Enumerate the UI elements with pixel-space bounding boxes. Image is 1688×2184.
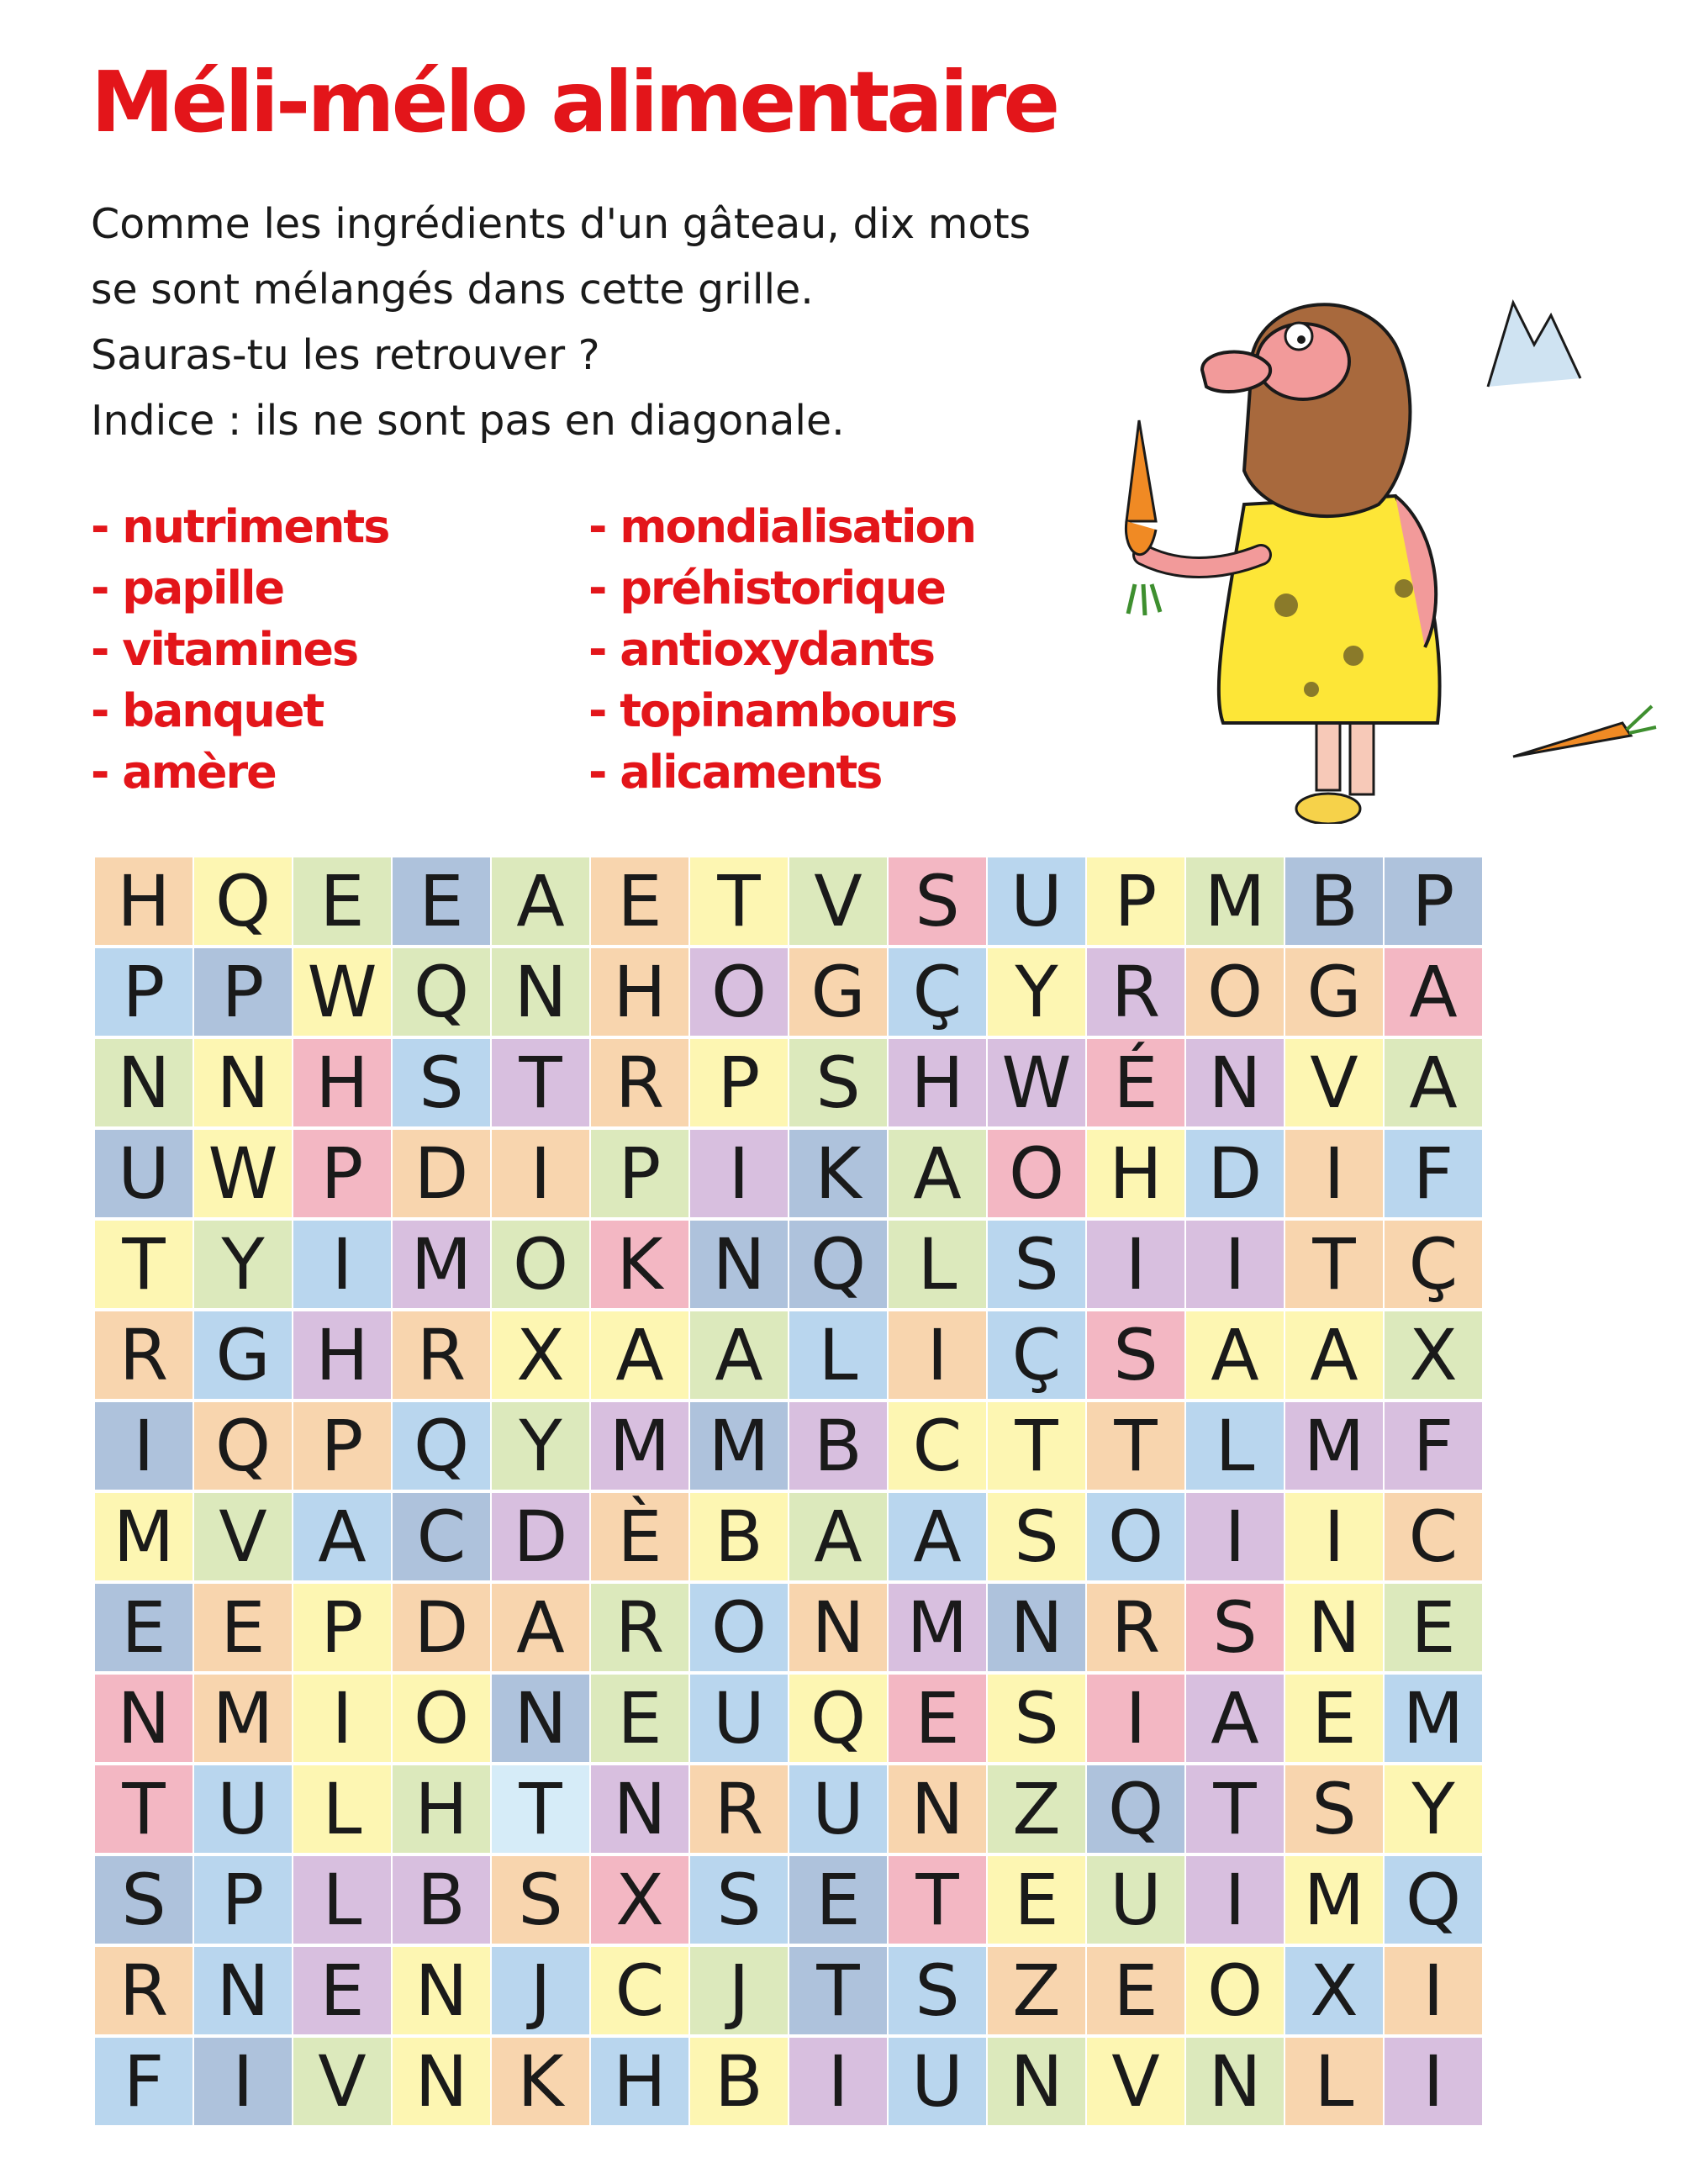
grid-cell[interactable]: E xyxy=(591,857,688,945)
grid-cell[interactable]: S xyxy=(988,1675,1085,1762)
grid-cell[interactable]: N xyxy=(492,948,589,1036)
grid-cell[interactable]: T xyxy=(1186,1765,1284,1853)
grid-cell[interactable]: R xyxy=(591,1039,688,1126)
grid-cell[interactable]: E xyxy=(988,1856,1085,1944)
grid-cell[interactable]: I xyxy=(789,2038,887,2125)
grid-cell[interactable]: N xyxy=(789,1584,887,1671)
puzzle-title: Méli-mélo alimentaire xyxy=(91,53,1058,151)
grid-cell[interactable]: Q xyxy=(194,857,292,945)
grid-cell[interactable]: O xyxy=(492,1221,589,1308)
grid-cell[interactable]: E xyxy=(293,857,391,945)
grid-cell[interactable]: W xyxy=(988,1039,1085,1126)
grid-cell[interactable]: P xyxy=(293,1402,391,1490)
grid-cell[interactable]: N xyxy=(988,2038,1085,2125)
grid-cell[interactable]: S xyxy=(393,1039,490,1126)
grid-cell[interactable]: A xyxy=(889,1130,986,1217)
grid-cell[interactable]: A xyxy=(1186,1675,1284,1762)
grid-cell[interactable]: I xyxy=(293,1675,391,1762)
word-item: - mondialisation xyxy=(588,500,976,553)
grid-cell[interactable]: P xyxy=(690,1039,788,1126)
grid-cell[interactable]: L xyxy=(889,1221,986,1308)
grid-cell[interactable]: P xyxy=(293,1584,391,1671)
grid-cell[interactable]: O xyxy=(1087,1493,1184,1580)
grid-cell[interactable]: S xyxy=(1285,1765,1383,1853)
grid-cell[interactable]: D xyxy=(393,1130,490,1217)
grid-cell[interactable]: S xyxy=(1186,1584,1284,1671)
grid-cell[interactable]: I xyxy=(1186,1856,1284,1944)
grid-cell[interactable]: X xyxy=(1385,1311,1482,1399)
grid-cell[interactable]: U xyxy=(690,1675,788,1762)
grid-cell[interactable]: U xyxy=(988,857,1085,945)
grid-cell[interactable]: W xyxy=(194,1130,292,1217)
grid-cell[interactable]: E xyxy=(1385,1584,1482,1671)
grid-cell[interactable]: H xyxy=(95,857,193,945)
grid-cell[interactable]: S xyxy=(1087,1311,1184,1399)
grid-cell[interactable]: M xyxy=(393,1221,490,1308)
grid-cell[interactable]: M xyxy=(690,1402,788,1490)
grid-cell[interactable]: E xyxy=(789,1856,887,1944)
grid-cell[interactable]: T xyxy=(1087,1402,1184,1490)
grid-cell[interactable]: T xyxy=(988,1402,1085,1490)
grid-cell[interactable]: E xyxy=(591,1675,688,1762)
grid-cell[interactable]: Y xyxy=(194,1221,292,1308)
grid-cell[interactable]: L xyxy=(293,1856,391,1944)
grid-cell[interactable]: W xyxy=(293,948,391,1036)
grid-cell[interactable]: K xyxy=(591,1221,688,1308)
grid-cell[interactable]: O xyxy=(1186,1947,1284,2034)
grid-cell[interactable]: O xyxy=(690,1584,788,1671)
grid-cell[interactable]: T xyxy=(889,1856,986,1944)
grid-cell[interactable]: I xyxy=(194,2038,292,2125)
grid-cell[interactable]: T xyxy=(1285,1221,1383,1308)
grid-cell[interactable]: H xyxy=(393,1765,490,1853)
grid-cell[interactable]: O xyxy=(988,1130,1085,1217)
grid-cell[interactable]: Ç xyxy=(889,948,986,1036)
grid-cell[interactable]: Y xyxy=(988,948,1085,1036)
word-search-grid xyxy=(95,857,1482,2125)
grid-cell[interactable]: V xyxy=(1087,2038,1184,2125)
grid-cell[interactable]: G xyxy=(194,1311,292,1399)
grid-cell[interactable]: K xyxy=(492,2038,589,2125)
word-item: - nutriments xyxy=(91,500,389,553)
grid-cell[interactable]: M xyxy=(591,1402,688,1490)
grid-cell[interactable]: E xyxy=(393,857,490,945)
grid-cell[interactable]: Ç xyxy=(1385,1221,1482,1308)
grid-cell[interactable]: D xyxy=(1186,1130,1284,1217)
grid-cell[interactable]: I xyxy=(95,1402,193,1490)
grid-cell[interactable]: I xyxy=(690,1130,788,1217)
grid-cell[interactable]: P xyxy=(293,1130,391,1217)
grid-cell[interactable]: N xyxy=(690,1221,788,1308)
grid-cell[interactable]: P xyxy=(194,1856,292,1944)
grid-cell[interactable]: H xyxy=(1087,1130,1184,1217)
grid-cell[interactable]: B xyxy=(690,1493,788,1580)
grid-cell[interactable]: N xyxy=(194,1039,292,1126)
grid-cell[interactable]: F xyxy=(1385,1130,1482,1217)
instructions xyxy=(91,192,1031,454)
grid-cell[interactable]: R xyxy=(690,1765,788,1853)
grid-cell[interactable]: I xyxy=(293,1221,391,1308)
grid-cell[interactable]: P xyxy=(1385,857,1482,945)
grid-cell[interactable]: T xyxy=(492,1039,589,1126)
instruction-line: se sont mélangés dans cette grille. xyxy=(91,266,814,314)
grid-cell[interactable]: P xyxy=(194,948,292,1036)
grid-cell[interactable]: P xyxy=(1087,857,1184,945)
grid-cell[interactable]: T xyxy=(492,1765,589,1853)
grid-cell[interactable]: I xyxy=(492,1130,589,1217)
grid-cell[interactable]: S xyxy=(690,1856,788,1944)
grid-cell[interactable]: F xyxy=(95,2038,193,2125)
grid-cell[interactable]: F xyxy=(1385,1402,1482,1490)
grid-cell[interactable]: A xyxy=(690,1311,788,1399)
grid-cell[interactable]: C xyxy=(393,1493,490,1580)
grid-cell[interactable]: S xyxy=(95,1856,193,1944)
grid-cell[interactable]: I xyxy=(1385,2038,1482,2125)
grid-cell[interactable]: B xyxy=(393,1856,490,1944)
grid-cell[interactable]: L xyxy=(1285,2038,1383,2125)
grid-cell[interactable]: O xyxy=(1186,948,1284,1036)
grid-cell[interactable]: Q xyxy=(393,948,490,1036)
grid-cell[interactable]: U xyxy=(889,2038,986,2125)
grid-cell[interactable]: A xyxy=(492,1584,589,1671)
grid-cell[interactable]: M xyxy=(194,1675,292,1762)
grid-cell[interactable]: H xyxy=(293,1311,391,1399)
grid-cell[interactable]: E xyxy=(95,1584,193,1671)
grid-cell[interactable]: E xyxy=(1285,1675,1383,1762)
grid-cell[interactable]: D xyxy=(492,1493,589,1580)
grid-cell[interactable]: A xyxy=(591,1311,688,1399)
grid-cell[interactable]: N xyxy=(1285,1584,1383,1671)
grid-cell[interactable]: S xyxy=(789,1039,887,1126)
grid-cell[interactable]: A xyxy=(1385,948,1482,1036)
grid-cell[interactable]: N xyxy=(393,1947,490,2034)
grid-cell[interactable]: T xyxy=(95,1221,193,1308)
grid-cell[interactable]: U xyxy=(194,1765,292,1853)
grid-cell[interactable]: A xyxy=(1186,1311,1284,1399)
grid-cell[interactable]: Y xyxy=(492,1402,589,1490)
grid-cell[interactable]: R xyxy=(393,1311,490,1399)
grid-cell[interactable]: D xyxy=(393,1584,490,1671)
grid-cell[interactable]: N xyxy=(988,1584,1085,1671)
grid-cell[interactable]: X xyxy=(1285,1947,1383,2034)
grid-cell[interactable]: Y xyxy=(1385,1765,1482,1853)
grid-cell[interactable]: M xyxy=(1385,1675,1482,1762)
grid-cell[interactable]: H xyxy=(293,1039,391,1126)
grid-cell[interactable]: Z xyxy=(988,1765,1085,1853)
grid-cell[interactable]: S xyxy=(889,857,986,945)
grid-cell[interactable]: H xyxy=(591,948,688,1036)
grid-cell[interactable]: V xyxy=(293,2038,391,2125)
grid-cell[interactable]: N xyxy=(194,1947,292,2034)
grid-cell[interactable]: R xyxy=(95,1947,193,2034)
grid-cell[interactable]: Q xyxy=(1087,1765,1184,1853)
grid-cell[interactable]: R xyxy=(1087,1584,1184,1671)
grid-cell[interactable]: P xyxy=(95,948,193,1036)
grid-cell[interactable]: M xyxy=(889,1584,986,1671)
grid-cell[interactable]: C xyxy=(591,1947,688,2034)
grid-cell[interactable]: A xyxy=(889,1493,986,1580)
word-item: - préhistorique xyxy=(588,562,945,615)
grid-cell[interactable]: E xyxy=(194,1584,292,1671)
instruction-line: Comme les ingrédients d'un gâteau, dix mots xyxy=(91,200,1031,248)
grid-cell[interactable]: H xyxy=(591,2038,688,2125)
word-list-left xyxy=(91,496,388,803)
grid-cell[interactable]: U xyxy=(789,1765,887,1853)
grid-cell[interactable]: X xyxy=(591,1856,688,1944)
grid-cell[interactable]: Q xyxy=(393,1402,490,1490)
grid-cell[interactable]: T xyxy=(95,1765,193,1853)
grid-cell[interactable]: O xyxy=(393,1675,490,1762)
grid-cell[interactable]: X xyxy=(492,1311,589,1399)
grid-cell[interactable]: I xyxy=(1186,1493,1284,1580)
grid-cell[interactable]: G xyxy=(789,948,887,1036)
grid-cell[interactable]: N xyxy=(591,1765,688,1853)
grid-cell[interactable]: È xyxy=(591,1493,688,1580)
grid-cell[interactable]: E xyxy=(293,1947,391,2034)
grid-cell[interactable]: T xyxy=(789,1947,887,2034)
grid-cell[interactable]: C xyxy=(889,1402,986,1490)
grid-cell[interactable]: H xyxy=(889,1039,986,1126)
instruction-line: Indice : ils ne sont pas en diagonale. xyxy=(91,397,845,445)
grid-cell[interactable]: B xyxy=(690,2038,788,2125)
grid-cell[interactable]: T xyxy=(690,857,788,945)
grid-cell[interactable]: A xyxy=(492,857,589,945)
grid-cell[interactable]: S xyxy=(492,1856,589,1944)
word-item: - antioxydants xyxy=(588,623,935,676)
grid-cell[interactable]: N xyxy=(1186,1039,1284,1126)
grid-cell[interactable]: I xyxy=(1385,1947,1482,2034)
grid-cell[interactable]: I xyxy=(889,1311,986,1399)
grid-cell[interactable]: C xyxy=(1385,1493,1482,1580)
grid-cell[interactable]: É xyxy=(1087,1039,1184,1126)
grid-cell[interactable]: V xyxy=(789,857,887,945)
grid-cell[interactable]: V xyxy=(194,1493,292,1580)
grid-cell[interactable]: P xyxy=(591,1130,688,1217)
grid-cell[interactable]: A xyxy=(789,1493,887,1580)
word-item: - papille xyxy=(91,562,284,615)
grid-cell[interactable]: I xyxy=(1285,1493,1383,1580)
grid-cell[interactable]: A xyxy=(1285,1311,1383,1399)
grid-cell[interactable]: N xyxy=(95,1039,193,1126)
grid-cell[interactable]: Q xyxy=(789,1675,887,1762)
grid-cell[interactable]: E xyxy=(1087,1947,1184,2034)
grid-cell[interactable]: M xyxy=(1285,1402,1383,1490)
grid-cell[interactable]: G xyxy=(1285,948,1383,1036)
grid-cell[interactable]: R xyxy=(1087,948,1184,1036)
word-item: - vitamines xyxy=(91,623,358,676)
grid-cell[interactable]: L xyxy=(1186,1402,1284,1490)
grid-cell[interactable]: A xyxy=(1385,1039,1482,1126)
grid-cell[interactable]: B xyxy=(789,1402,887,1490)
grid-cell[interactable]: U xyxy=(95,1130,193,1217)
grid-cell[interactable]: M xyxy=(1285,1856,1383,1944)
grid-cell[interactable]: L xyxy=(293,1765,391,1853)
caveman-illustration xyxy=(1076,252,1664,824)
grid-cell[interactable]: K xyxy=(789,1130,887,1217)
grid-cell[interactable]: O xyxy=(690,948,788,1036)
word-item: - banquet xyxy=(91,684,324,737)
grid-cell[interactable]: S xyxy=(988,1221,1085,1308)
grid-cell[interactable]: U xyxy=(1087,1856,1184,1944)
grid-cell[interactable]: S xyxy=(988,1493,1085,1580)
grid-cell[interactable]: Ç xyxy=(988,1311,1085,1399)
grid-cell[interactable]: R xyxy=(591,1584,688,1671)
grid-cell[interactable]: N xyxy=(889,1765,986,1853)
word-item: - alicaments xyxy=(588,746,882,799)
grid-cell[interactable]: I xyxy=(1087,1221,1184,1308)
grid-cell[interactable]: N xyxy=(393,2038,490,2125)
grid-cell[interactable]: M xyxy=(95,1493,193,1580)
grid-cell[interactable]: A xyxy=(293,1493,391,1580)
grid-cell[interactable]: I xyxy=(1186,1221,1284,1308)
grid-cell[interactable]: L xyxy=(789,1311,887,1399)
grid-cell[interactable]: Q xyxy=(1385,1856,1482,1944)
grid-cell[interactable]: I xyxy=(1087,1675,1184,1762)
grid-cell[interactable]: N xyxy=(492,1675,589,1762)
word-item: - amère xyxy=(91,746,276,799)
word-item: - topinambours xyxy=(588,684,957,737)
grid-cell[interactable]: Q xyxy=(789,1221,887,1308)
grid-cell[interactable]: V xyxy=(1285,1039,1383,1126)
grid-cell[interactable]: R xyxy=(95,1311,193,1399)
grid-cell[interactable]: I xyxy=(1285,1130,1383,1217)
grid-cell[interactable]: N xyxy=(95,1675,193,1762)
grid-cell[interactable]: M xyxy=(1186,857,1284,945)
grid-cell[interactable]: Z xyxy=(988,1947,1085,2034)
grid-cell[interactable]: E xyxy=(889,1675,986,1762)
word-list-right xyxy=(588,496,975,803)
grid-cell[interactable]: J xyxy=(492,1947,589,2034)
grid-cell[interactable]: J xyxy=(690,1947,788,2034)
grid-cell[interactable]: N xyxy=(1186,2038,1284,2125)
grid-cell[interactable]: B xyxy=(1285,857,1383,945)
instruction-line: Sauras-tu les retrouver ? xyxy=(91,331,600,379)
grid-cell[interactable]: Q xyxy=(194,1402,292,1490)
grid-cell[interactable]: S xyxy=(889,1947,986,2034)
